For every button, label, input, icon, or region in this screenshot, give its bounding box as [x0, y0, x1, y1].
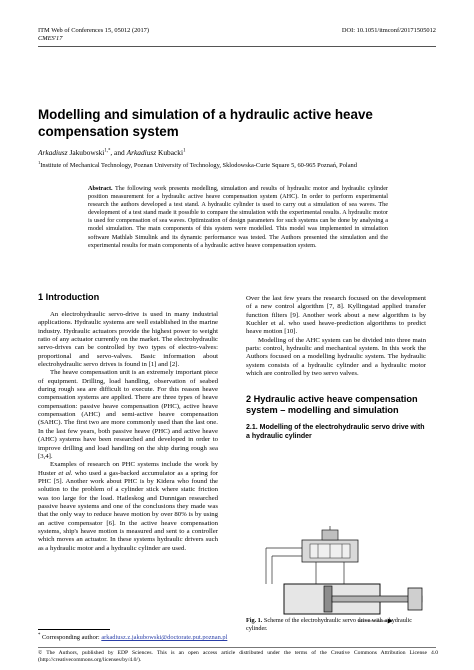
header-divider: [38, 46, 436, 47]
author2-last-name: Kubacki: [158, 148, 184, 157]
load-mass: [408, 588, 422, 610]
doi-text: DOI: 10.1051/itmconf/20171505012: [341, 27, 436, 34]
author-line: [38, 148, 185, 157]
abstract-label: Abstract.: [88, 185, 113, 192]
figure-label: Fig. 1.: [246, 617, 263, 624]
footnote-text: Corresponding author:: [42, 634, 102, 642]
et-al: et al.: [58, 469, 73, 477]
intro-paragraph-1: An electrohydraulic servo-drive is used in many industrial applications. Hydraulic systems are well established in the marine industry. Hydraulic actuators provide the highest power to weight ratio of any actuator currently on the market. The electrohydraulic servo-drives can be controlled by two types of electro-valves: proportional and servo-valves. Basic information about electrohydraulic servo drives is found in [1] and [2].: [38, 311, 218, 369]
author2-first-name: Arkadiusz: [126, 148, 157, 157]
license-text: © The Authors, published by EDP Sciences. This is an open access article distributed under the terms of the Creative Commons Attribution License 4.0 (http://creativecommons.org/licenses/by/4.0/).: [38, 650, 438, 663]
right-column: [246, 295, 426, 441]
section-heading-hydraulic: 2 Hydraulic active heave compensation system – modelling and simulation: [246, 394, 418, 416]
affiliation-mark: 1: [38, 160, 41, 165]
intro-paragraph-3-part-b: who used a gas-backed accumulator as a spring for PHC [5]. Another work about PHC is by Kidera who found the solution to the problem of a cylinder stick where static friction was too large for the load. Hatleskog and Dunnigan researched passive heave systems and one of the conclusions they made was that the only way to reduce heave motion by over 80% is by using an active compensator [6]. In the active heave compensation systems, ship's heave motion is measured and sent to a controller which moves an actuator. In these systems hydraulic drivers such as a hydraulic motor and a hydraulic cylinder are used.: [38, 469, 218, 552]
intro-paragraph-3-part-a: Examples of research on PHC systems include the work by Huster: [38, 461, 218, 477]
right-paragraph-2: Modelling of the AHC system can be divided into three main parts: control, hydraulic and mechanical system. In this work the Authors focused on a modelling hydraulic system. The hydraulic system consists of a hydraulic cylinder and a hydraulic motor which are controlled by two servo valves.: [246, 336, 426, 378]
author1-marks: 1,*: [104, 148, 111, 154]
affiliation-text: Institute of Mechanical Technology, Poznan University of Technology, Sklodowska-Curie Square 5, 60-965 Poznań, Poland: [40, 162, 357, 170]
piston: [324, 586, 332, 612]
intro-paragraph-2: The heave compensation unit is an extremely important piece of equipment. Drilling, load handling, observation of seabed during rough sea are difficult to execute. For this reason heave compensation systems are applied. There are three types of heave compensation: passive heave compensation (PHC), active heave compensation (AHC) and semi-active heave compensation (SAHC). The first two are more commonly used than the last one. In the last few years, both passive heave (PHC) and active heave (AHC) systems have been researched and developed in order to improve drilling and load handling on the ship during rough sea [3,4].: [38, 369, 218, 460]
abstract: [88, 185, 388, 250]
author1-first-name: Arkadiusz: [38, 148, 68, 157]
figure-caption-text: Scheme of the electrohydraulic servo drive with a hydraulic cylinder.: [246, 617, 412, 632]
license-divider: [38, 647, 436, 648]
right-paragraph-1: Over the last few years the research focused on the development of a new control algorithm [7, 8]. Kyllingstad applied transfer function filters [9]. Another work about a new algorithm is by Kuchler et al. who used heave-prediction algorithms to predict heave motion [10].: [246, 295, 426, 336]
footnote-divider: [38, 629, 110, 630]
author2-marks: 1: [183, 148, 186, 154]
corresponding-author-email-link[interactable]: arkadiusz.z.jakubowski@doctorate.put.poznan.pl: [101, 634, 228, 642]
section-heading-introduction: 1 Introduction: [38, 292, 100, 302]
torque-motor: [322, 530, 338, 540]
footnote-mark: *: [38, 633, 41, 638]
footnote: [38, 633, 227, 641]
paper-title: Modelling and simulation of a hydraulic active heave compensation system: [38, 107, 373, 139]
journal-header: [38, 27, 149, 43]
left-column: [38, 292, 218, 553]
abstract-text: The following work presents modelling, simulation and results of hydraulic motor and hydraulic cylinder position measurement for a hydraulic active heave compensation system (AHC). In order to perform experimental research the authors developed a test stand. A hydraulic cylinder is used to carry out a simulation of sea waves. The development of a test stand made it possible to compare the simulation with the experimental results. A hydraulic motor is used for compensation of sea waves. Optimization of design parameters for such systems can be done by analysing a model simulation. The main components of this system were modelled. This model was implemented in simulation software Mathlab Simulink and its dynamic performance was tested. The Authors presented the simulation and the experimental results for main components of a hydraulic active heave compensation system.: [88, 185, 388, 249]
subsection-heading: 2.1. Modelling of the electrohydraulic servo drive with a hydraulic cylinder: [246, 424, 425, 440]
affiliation: [38, 160, 357, 169]
journal-citation: ITM Web of Conferences 15, 05012 (2017): [38, 27, 149, 34]
conference-name: CMES'17: [38, 35, 63, 42]
figure-caption: [246, 617, 426, 633]
author-connector: , and: [110, 148, 125, 157]
intro-paragraph-3: [38, 461, 218, 553]
author1-last-name: Jakubowski: [69, 148, 105, 157]
